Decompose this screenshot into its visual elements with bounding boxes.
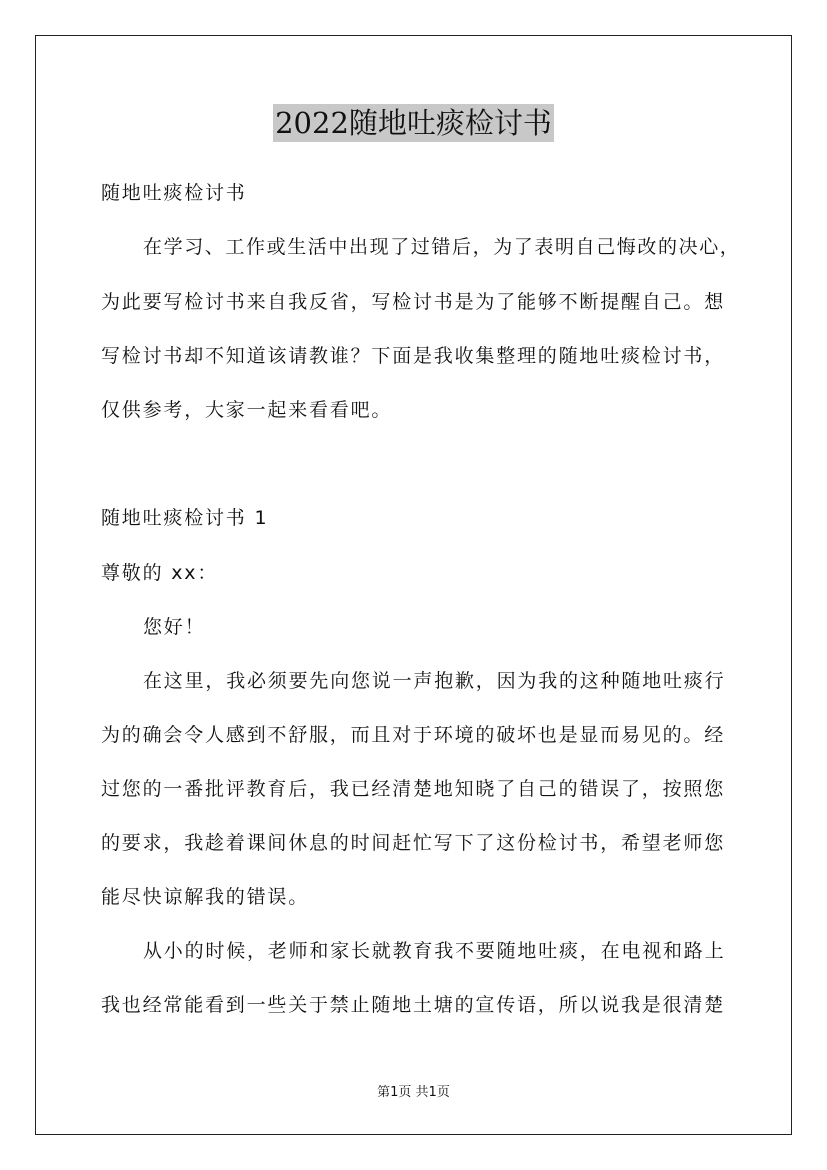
- paragraph-1-line-3: 过您的一番批评教育后，我已经清楚地知晓了自己的错误了，按照您: [101, 778, 726, 800]
- document-subtitle: 随地吐痰检讨书: [101, 182, 247, 204]
- title-container: [0, 104, 827, 142]
- paragraph-1-line-1: 在这里，我必须要先向您说一声抱歉，因为我的这种随地吐痰行: [143, 670, 726, 692]
- paragraph-1-line-5: 能尽快谅解我的错误。: [101, 886, 310, 908]
- intro-line-4: 仅供参考，大家一起来看看吧。: [101, 399, 393, 421]
- paragraph-1-line-2: 为的确会令人感到不舒服，而且对于环境的破坏也是显而易见的。经: [101, 724, 726, 746]
- document-title: 2022随地吐痰检讨书: [275, 106, 552, 140]
- paragraph-2-line-1: 从小的时候，老师和家长就教育我不要随地吐痰，在电视和路上: [143, 940, 726, 962]
- greeting: 您好！: [143, 616, 206, 638]
- section-heading: 随地吐痰检讨书 1: [101, 507, 269, 529]
- intro-line-1: 在学习、工作或生活中出现了过错后，为了表明自己悔改的决心，: [143, 236, 741, 258]
- intro-line-2: 为此要写检讨书来自我反省，写检讨书是为了能够不断提醒自己。想: [101, 291, 726, 313]
- paragraph-1-line-4: 的要求，我趁着课间休息的时间赶忙写下了这份检讨书，希望老师您: [101, 832, 726, 854]
- page-number-footer: 第1页 共1页: [377, 1085, 450, 1100]
- intro-line-3: 写检讨书却不知道该请教谁？下面是我收集整理的随地吐痰检讨书，: [101, 345, 726, 367]
- salutation: 尊敬的 xx：: [101, 562, 219, 584]
- paragraph-2-line-2: 我也经常能看到一些关于禁止随地土塘的宣传语，所以说我是很清楚: [101, 994, 726, 1016]
